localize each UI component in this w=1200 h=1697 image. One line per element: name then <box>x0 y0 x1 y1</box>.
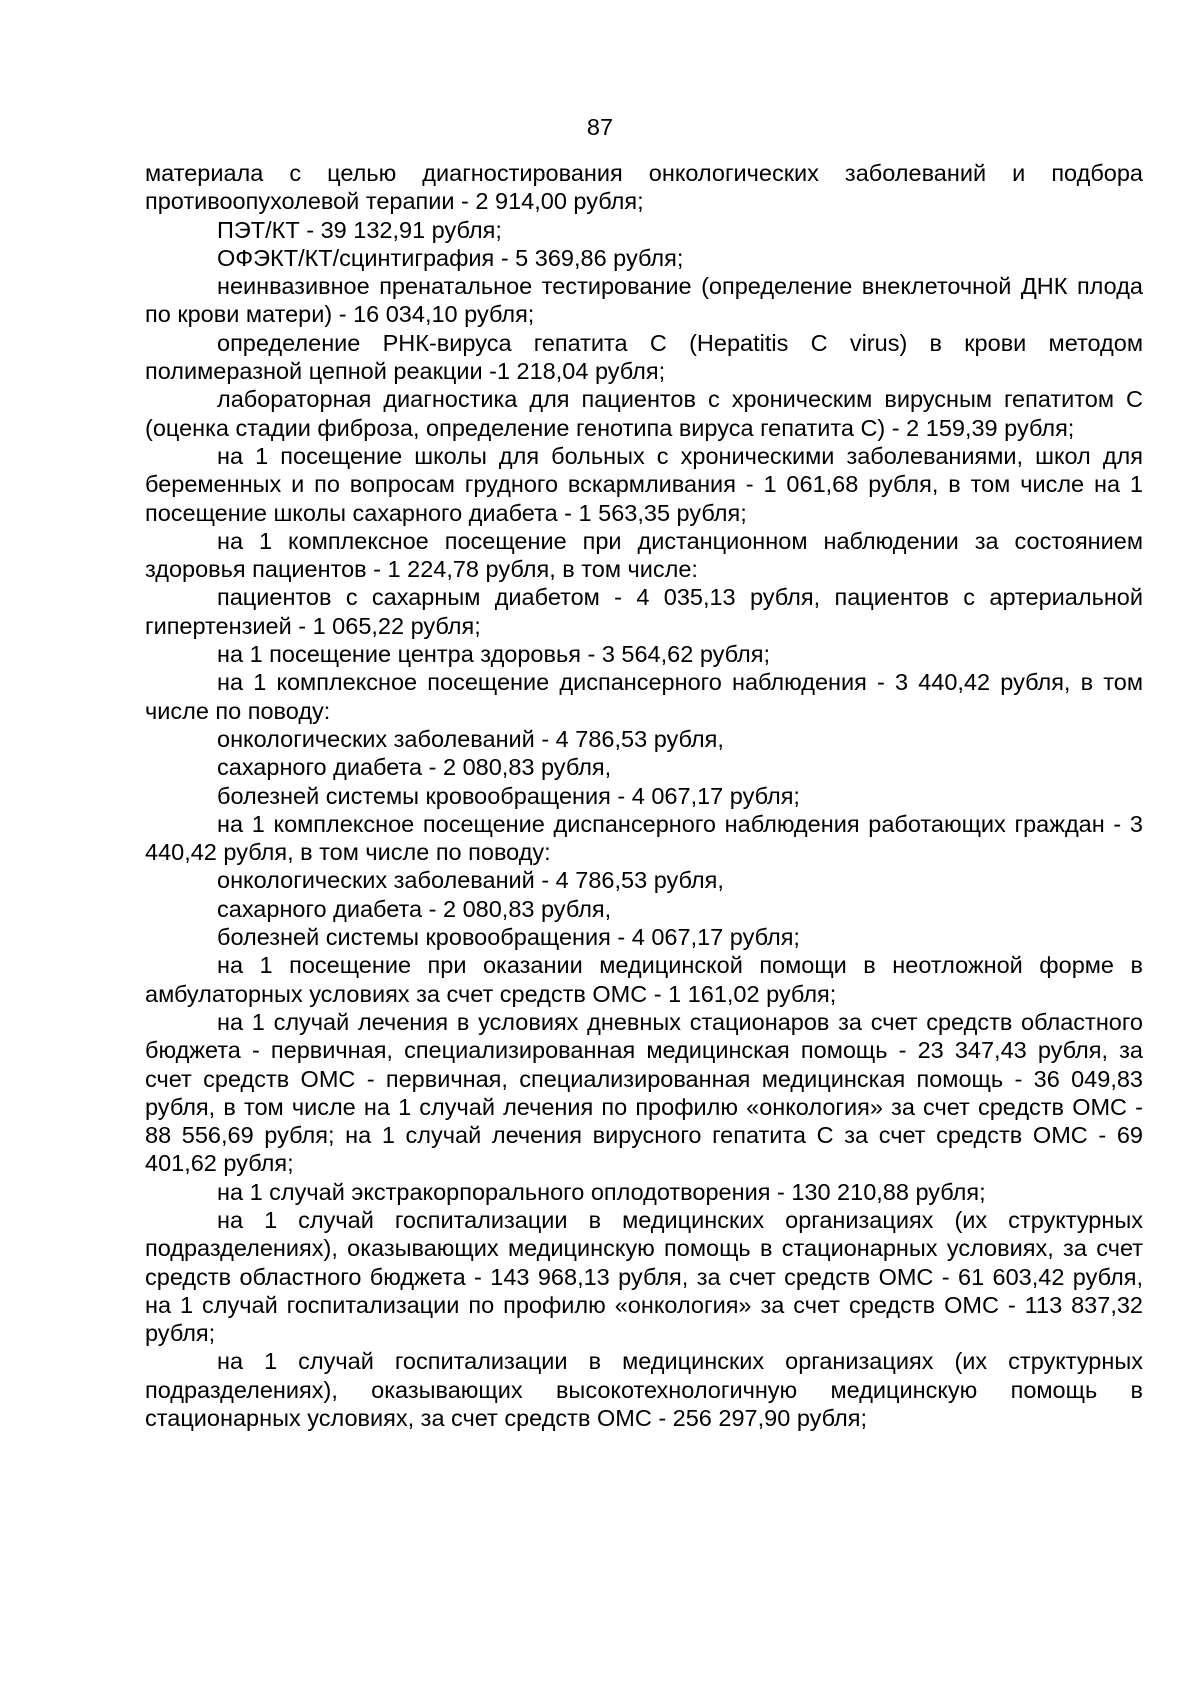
paragraph-6: лабораторная диагностика для пациентов с хроническим вирусным гепатитом С (оценка стадии фиброза, определение генотипа вируса гепатита С) - 2 159,39 рубля; <box>145 386 1143 441</box>
paragraph-17: сахарного диабета - 2 080,83 рубля, <box>217 895 612 922</box>
paragraph-3: ОФЭКТ/КТ/сцинтиграфия - 5 369,86 рубля; <box>217 244 684 271</box>
paragraph-4: неинвазивное пренатальное тестирование (определение внеклеточной ДНК плода по крови матери) - 16 034,10 рубля; <box>145 273 1143 328</box>
paragraph-10: на 1 посещение центра здоровья - 3 564,62 рубля; <box>217 641 771 668</box>
paragraph-7: на 1 посещение школы для больных с хроническими заболеваниями, школ для беременных и по вопросам грудного вскармливания - 1 061,68 рубля, в том числе на 1 посещение школы сахарного диабета - 1 563,35 рубля; <box>145 442 1143 526</box>
paragraph-14: болезней системы кровообращения - 4 067,17 рубля; <box>217 782 800 809</box>
paragraph-13: сахарного диабета - 2 080,83 рубля, <box>217 754 612 781</box>
document-body <box>145 159 1143 1432</box>
paragraph-1: материала с целью диагностирования онкологических заболеваний и подбора противоопухолевой терапии - 2 914,00 рубля; <box>145 160 1143 215</box>
paragraph-11: на 1 комплексное посещение диспансерного наблюдения - 3 440,42 рубля, в том числе по поводу: <box>145 669 1143 724</box>
paragraph-8: на 1 комплексное посещение при дистанционном наблюдении за состоянием здоровья пациентов - 1 224,78 рубля, в том числе: <box>145 527 1143 583</box>
paragraph-16: онкологических заболеваний - 4 786,53 рубля, <box>217 867 724 894</box>
paragraph-9: пациентов с сахарным диабетом - 4 035,13 рубля, пациентов с артериальной гипертензией - 1 065,22 рубля; <box>145 584 1143 639</box>
page-number: 87 <box>586 114 614 140</box>
paragraph-20: на 1 случай лечения в условиях дневных стационаров за счет средств областного бюджета - первичная, специализированная медицинская помощь - 23 347,43 рубля, за счет средств ОМС - первичная, специализированная медицинская помощь - 36 049,83 рубля, в том числе на 1 случай лечения по профилю «онкология» за счет средств ОМС - 88 556,69 рубля; на 1 случай лечения вирусного гепатита С за счет средств ОМС - 69 401,62 рубля; <box>145 1008 1143 1177</box>
paragraph-23: на 1 случай госпитализации в медицинских организациях (их структурных подразделениях), оказывающих высокотехнологичную медицинскую помощь в стационарных условиях, за счет средств ОМС - 256 297,90 рубля; <box>145 1348 1143 1432</box>
paragraph-21: на 1 случай экстракорпорального оплодотворения - 130 210,88 рубля; <box>217 1178 986 1205</box>
paragraph-5: определение РНК-вируса гепатита С (Hepatitis C virus) в крови методом полимеразной цепной реакции -1 218,04 рубля; <box>145 329 1143 385</box>
paragraph-18: болезней системы кровообращения - 4 067,17 рубля; <box>217 924 800 951</box>
paragraph-19: на 1 посещение при оказании медицинской помощи в неотложной форме в амбулаторных условиях за счет средств ОМС - 1 161,02 рубля; <box>145 952 1143 1007</box>
paragraph-2: ПЭТ/КТ - 39 132,91 рубля; <box>217 216 502 243</box>
paragraph-15: на 1 комплексное посещение диспансерного наблюдения работающих граждан - 3 440,42 рубля, в том числе по поводу: <box>145 810 1143 866</box>
paragraph-22: на 1 случай госпитализации в медицинских организациях (их структурных подразделениях), оказывающих медицинскую помощь в стационарных условиях, за счет средств областного бюджета - 143 968,13 рубля, за счет средств ОМС - 61 603,42 рубля, на 1 случай госпитализации по профилю «онкология» за счет средств ОМС - 113 837,32 рубля; <box>145 1206 1143 1347</box>
paragraph-12: онкологических заболеваний - 4 786,53 рубля, <box>217 725 724 752</box>
